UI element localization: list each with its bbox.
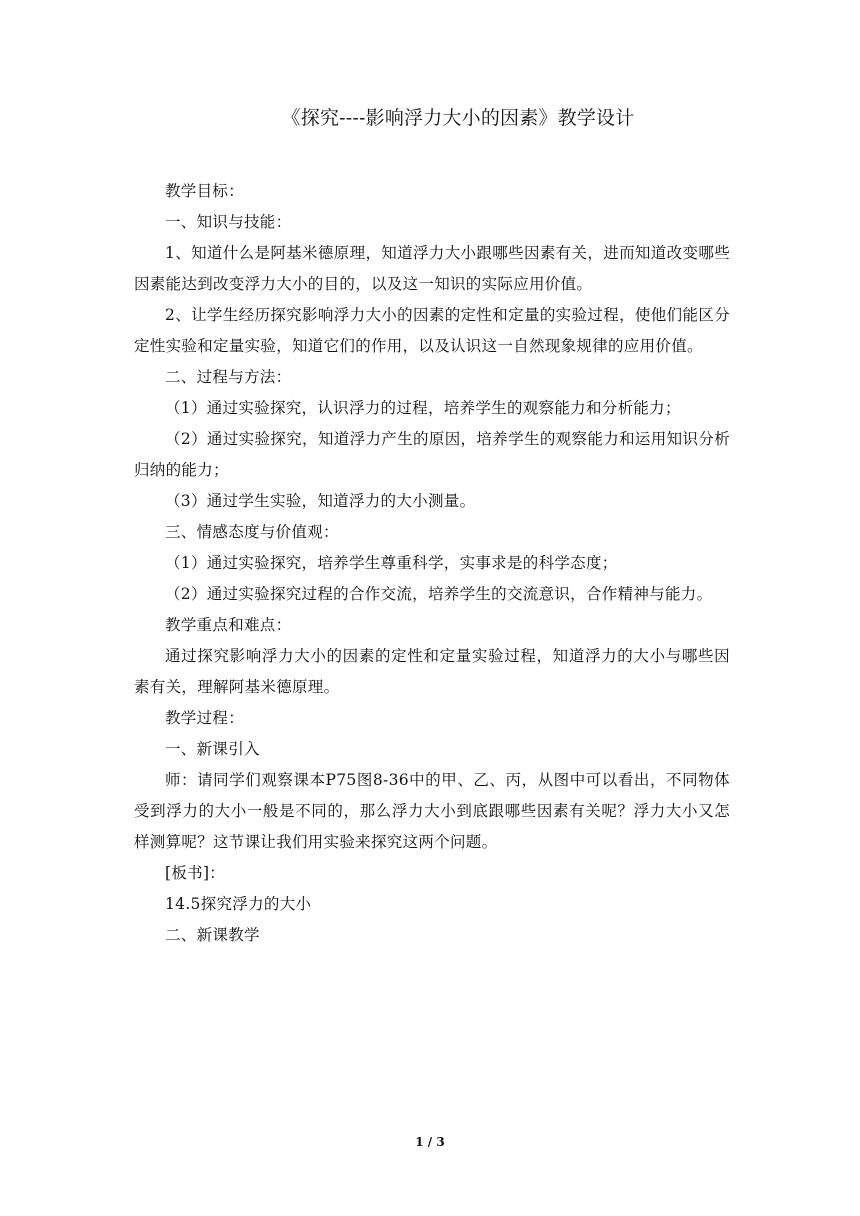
paragraph-process-3: （3）通过学生实验，知道浮力的大小测量。 xyxy=(165,492,476,510)
paragraph-teaching-process: 教学过程： xyxy=(165,709,245,727)
paragraph-board-label: [板书]： xyxy=(165,864,226,882)
paragraph-goal-2: 2、让学生经历探究影响浮力大小的因素的定性和定量的实验过程，使他们能区分定性实验和定量实验，知道它们的作用，以及认识这一自然现象规律的应用价值。 xyxy=(134,306,730,355)
paragraph-process-1: （1）通过实验探究，认识浮力的过程，培养学生的观察能力和分析能力； xyxy=(165,399,681,417)
paragraph-process-2: （2）通过实验探究，知道浮力产生的原因，培养学生的观察能力和运用知识分析归纳的能力； xyxy=(134,430,730,479)
paragraph-key-points-detail: 通过探究影响浮力大小的因素的定性和定量实验过程，知道浮力的大小与哪些因素有关，理解阿基米德原理。 xyxy=(134,647,730,696)
paragraph-goal-1: 1、知道什么是阿基米德原理，知道浮力大小跟哪些因素有关，进而知道改变哪些因素能达到改变浮力大小的目的，以及这一知识的实际应用价值。 xyxy=(134,244,730,293)
paragraph-intro-text: 师：请同学们观察课本P75图8-36中的甲、乙、丙，从图中可以看出，不同物体受到浮力的大小一般是不同的，那么浮力大小到底跟哪些因素有关呢？浮力大小又怎样测算呢？这节课让我们用实验来探究这两个问题。 xyxy=(134,771,730,851)
paragraph-new-lesson: 二、新课教学 xyxy=(165,926,260,944)
document-title: 《探究----影响浮力大小的因素》教学设计 xyxy=(281,107,635,129)
paragraph-attitude-1: （1）通过实验探究，培养学生尊重科学，实事求是的科学态度； xyxy=(165,554,618,572)
paragraph-attitude-2: （2）通过实验探究过程的合作交流，培养学生的交流意识，合作精神与能力。 xyxy=(165,585,713,603)
paragraph-knowledge-skills: 一、知识与技能： xyxy=(165,213,292,231)
paragraph-board-title: 14.5探究浮力的大小 xyxy=(165,895,312,913)
paragraph-attitude-values: 三、情感态度与价值观： xyxy=(165,523,339,541)
paragraph-key-points: 教学重点和难点： xyxy=(165,616,292,634)
page-number: 1 / 3 xyxy=(415,1135,445,1149)
document-body xyxy=(134,176,730,951)
paragraph-process-methods: 二、过程与方法： xyxy=(165,368,292,386)
paragraph-teaching-goals: 教学目标： xyxy=(165,182,245,200)
paragraph-intro-heading: 一、新课引入 xyxy=(165,740,260,758)
